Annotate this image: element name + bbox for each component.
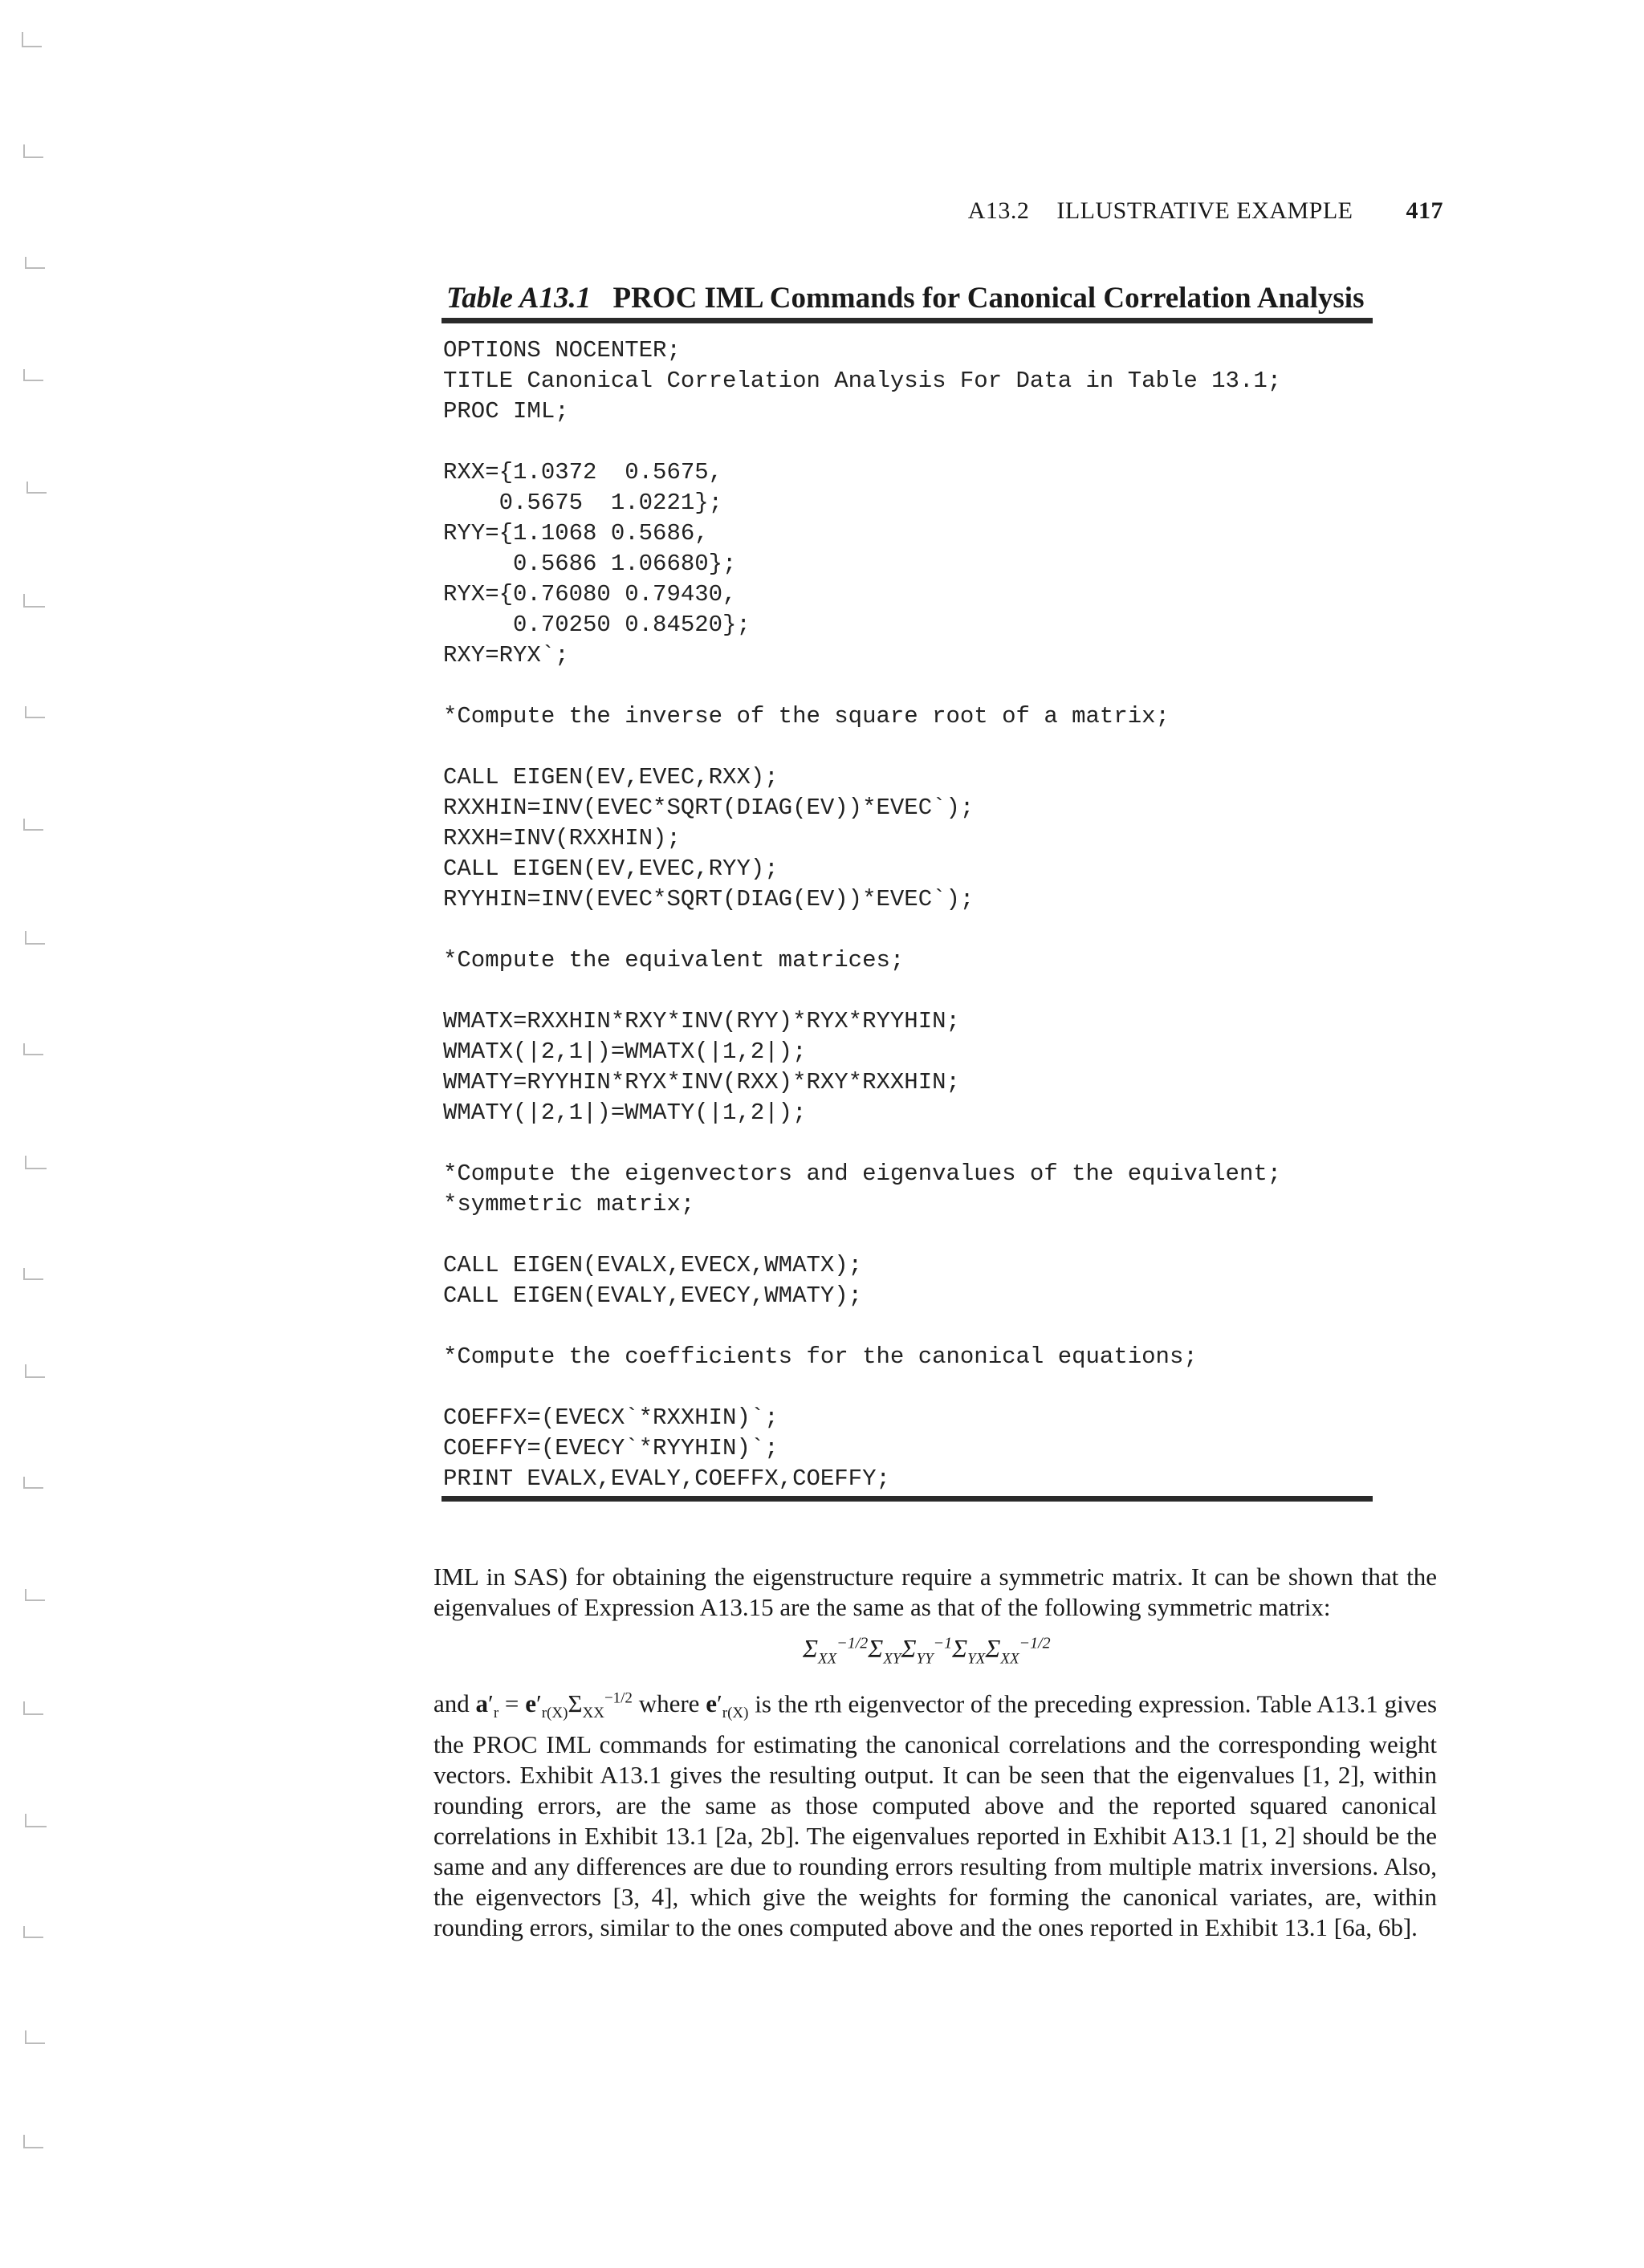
code-line (443, 1128, 1374, 1159)
code-line: RYY={1.1068 0.5686, (443, 520, 709, 547)
code-line: COEFFX=(EVECX`*RXXHIN)`; (443, 1404, 779, 1431)
code-line: *Compute the inverse of the square root of a matrix; (443, 703, 1170, 730)
table-title: PROC IML Commands for Canonical Correlation Analysis (612, 282, 1365, 315)
code-line: RXY=RYX`; (443, 642, 569, 669)
code-line: CALL EIGEN(EV,EVEC,RYY); (443, 856, 779, 882)
code-line: *Compute the equivalent matrices; (443, 947, 905, 973)
code-line: PRINT EVALX,EVALY,COEFFX,COEFFY; (443, 1465, 890, 1492)
code-line: *symmetric matrix; (443, 1191, 695, 1217)
code-line (443, 976, 1374, 1006)
code-line: RYYHIN=INV(EVEC*SQRT(DIAG(EV))*EVEC`); (443, 886, 975, 912)
code-line: CALL EIGEN(EVALY,EVECY,WMATY); (443, 1282, 863, 1309)
code-line: OPTIONS NOCENTER; (443, 337, 681, 364)
code-line (443, 915, 1374, 945)
code-line: 0.5675 1.0221}; (443, 490, 723, 516)
sas-code-listing (443, 335, 1374, 1494)
code-line: *Compute the eigenvectors and eigenvalues of the equivalent; (443, 1160, 1282, 1187)
body-paragraph-2 (433, 1684, 1437, 1943)
code-line (443, 1220, 1374, 1250)
code-line (443, 1372, 1374, 1403)
code-line: RYX={0.76080 0.79430, (443, 581, 737, 608)
table-label: Table A13.1 (446, 282, 592, 315)
code-line: COEFFY=(EVECY`*RYYHIN)`; (443, 1435, 779, 1461)
code-line (443, 671, 1374, 701)
code-line (443, 732, 1374, 762)
code-line: TITLE Canonical Correlation Analysis For Data in Table 13.1; (443, 368, 1282, 394)
table-bottom-rule (442, 1496, 1373, 1502)
code-line: WMATX=RXXHIN*RXY*INV(RYY)*RYX*RYYHIN; (443, 1008, 960, 1034)
running-head-title: ILLUSTRATIVE EXAMPLE (1056, 197, 1353, 224)
code-line: PROC IML; (443, 398, 569, 425)
code-line (443, 1311, 1374, 1342)
binding-margin-marks (0, 0, 56, 2268)
code-line: RXX={1.0372 0.5675, (443, 459, 723, 486)
code-line: CALL EIGEN(EV,EVEC,RXX); (443, 764, 779, 791)
paragraph-2-text: is the rth eigenvector of the preceding expression. Table A13.1 gives the PROC IML commands for estimating the canonical correlations and the corresponding weight vectors. Exhibit A13.1 gives the resulting output. It can be seen that the eigenvalues [1, 2], within rounding errors, are the same as those computed above and the reported squared canonical correlations in Exhibit 13.1 [2a, 2b]. The eigenvalues reported in Exhibit A13.1 [1, 2] should be the same and any differences are due to rounding errors resulting from multiple matrix inversions. Also, the eigenvectors [3, 4], which give the weights for forming the canonical variates, are, within rounding errors, similar to the ones computed above and the ones reported in Exhibit 13.1 [6a, 6b]. (433, 1689, 1438, 1941)
code-line: *Compute the coefficients for the canonical equations; (443, 1343, 1198, 1370)
code-line (443, 427, 1374, 457)
code-line: 0.70250 0.84520}; (443, 612, 751, 638)
paragraph-2-math-lead: and $a'_r = e'_{r(X)}\Sigma_{XX}^{-1/2}$ where $e'_{r(X)}$ (433, 1689, 749, 1722)
code-line: WMATX(|2,1|)=WMATX(|1,2|); (443, 1038, 807, 1065)
table-caption (446, 281, 1365, 315)
table-top-rule (442, 318, 1373, 323)
code-line: 0.5686 1.06680}; (443, 551, 737, 577)
code-line: CALL EIGEN(EVALX,EVECX,WMATX); (443, 1252, 863, 1278)
display-equation: $\Sigma_{XX}^{-1/2}\Sigma_{XY}\Sigma_{YY}^{-1}\Sigma_{YX}\Sigma_{XX}^{-1/2}$ (803, 1634, 1051, 1668)
code-line: RXXHIN=INV(EVEC*SQRT(DIAG(EV))*EVEC`); (443, 795, 975, 821)
running-head (968, 197, 1443, 225)
code-line: WMATY(|2,1|)=WMATY(|1,2|); (443, 1099, 807, 1126)
page-number: 417 (1406, 197, 1443, 224)
section-number: A13.2 (967, 197, 1030, 224)
body-paragraph-1: IML in SAS) for obtaining the eigenstructure require a symmetric matrix. It can be shown that the eigenvalues of Expression A13.15 are the same as that of the following symmetric matrix: (433, 1563, 1437, 1621)
code-line: WMATY=RYYHIN*RYX*INV(RXX)*RXY*RXXHIN; (443, 1069, 960, 1095)
code-line: RXXH=INV(RXXHIN); (443, 825, 681, 852)
